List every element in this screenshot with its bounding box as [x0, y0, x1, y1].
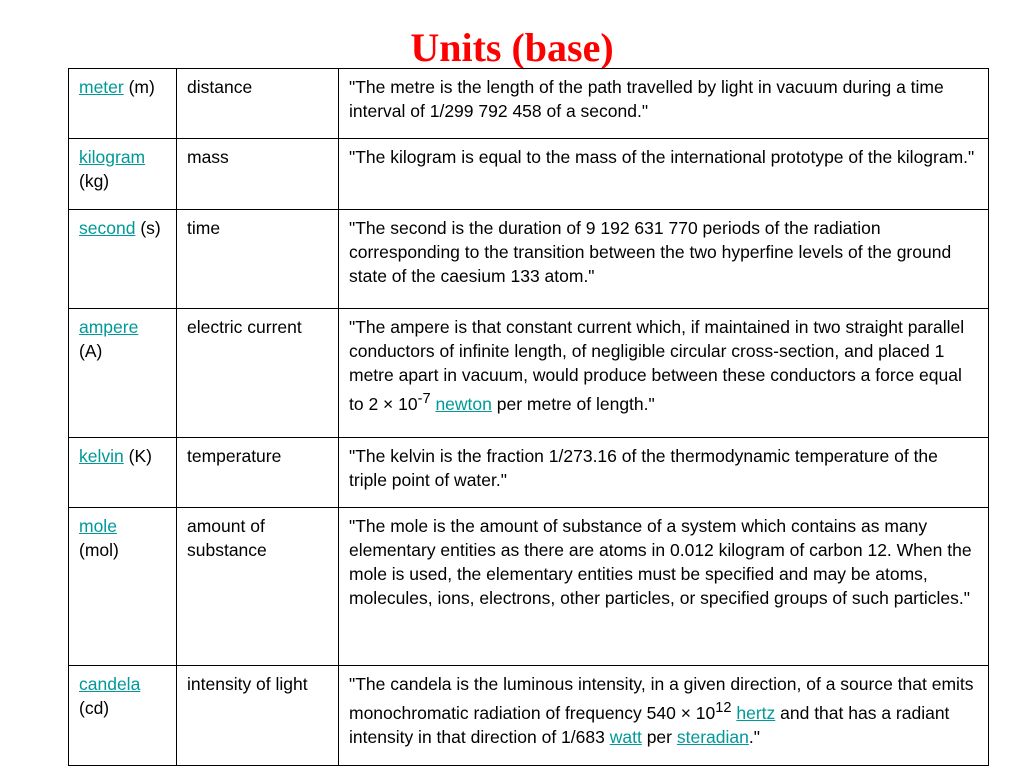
table-row — [69, 438, 989, 508]
definition-text: per metre of length." — [491, 393, 655, 414]
table-row — [69, 309, 989, 438]
definition-text: per — [641, 726, 677, 747]
exponent: 12 — [715, 700, 732, 716]
quantity-cell: intensity of light — [177, 666, 339, 766]
unit-symbol: (s) — [140, 218, 161, 238]
units-table — [68, 68, 989, 766]
unit-link-mole[interactable]: mole — [79, 516, 117, 536]
unit-link-meter[interactable]: meter — [79, 77, 124, 97]
unit-cell — [69, 210, 177, 309]
definition-cell — [339, 309, 989, 438]
unit-symbol: (mol) — [79, 540, 119, 560]
definition-text: "The ampere is that constant current which, if maintained in two straight parallel conductors of infinite length, of negligible circular cross-section, and placed 1 metre apart in vacuum, would produce between these conductors a force equal to 2 × 10 — [349, 317, 965, 414]
definition-cell: "The mole is the amount of substance of a system which contains as many elementary entities as there are atoms in 0.012 kilogram of carbon 12. When the mole is used, the elementary entities must be specified and may be atoms, molecules, ions, electrons, other particles, or specified groups of such particles." — [339, 508, 989, 666]
unit-symbol: (K) — [128, 446, 152, 466]
unit-link-candela[interactable]: candela — [79, 674, 141, 694]
page-title: Units (base) — [410, 25, 614, 70]
unit-cell — [69, 309, 177, 438]
steradian-link[interactable]: steradian — [676, 726, 749, 747]
unit-cell — [69, 508, 177, 666]
unit-symbol: (kg) — [79, 171, 110, 191]
watt-link[interactable]: watt — [609, 726, 642, 747]
quantity-cell: temperature — [177, 438, 339, 508]
definition-text: "The candela is the luminous intensity, in a given direction, of a source that emits monochromatic radiation of frequency 540 × 10 — [349, 674, 974, 723]
definition-cell — [339, 666, 989, 766]
unit-cell — [69, 438, 177, 508]
unit-cell — [69, 666, 177, 766]
unit-symbol: (cd) — [79, 698, 110, 718]
unit-link-kilogram[interactable]: kilogram — [79, 147, 146, 167]
table-row — [69, 210, 989, 309]
table-row — [69, 508, 989, 666]
definition-text: and that has a radiant intensity in that direction of 1/683 — [349, 702, 950, 747]
table-row — [69, 69, 989, 139]
unit-cell — [69, 69, 177, 139]
definition-cell: "The second is the duration of 9 192 631 770 periods of the radiation corresponding to the transition between the two hyperfine levels of the ground state of the caesium 133 atom." — [339, 210, 989, 309]
unit-link-ampere[interactable]: ampere — [79, 317, 139, 337]
quantity-cell: mass — [177, 139, 339, 210]
newton-link[interactable]: newton — [435, 393, 492, 414]
definition-cell: "The kilogram is equal to the mass of the international prototype of the kilogram." — [339, 139, 989, 210]
quantity-cell: electric current — [177, 309, 339, 438]
unit-cell — [69, 139, 177, 210]
table-row — [69, 139, 989, 210]
exponent: -7 — [417, 391, 431, 407]
unit-symbol: (m) — [128, 77, 155, 97]
definition-cell: "The kelvin is the fraction 1/273.16 of the thermodynamic temperature of the triple point of water." — [339, 438, 989, 508]
hertz-link[interactable]: hertz — [736, 702, 776, 723]
quantity-cell: time — [177, 210, 339, 309]
unit-link-second[interactable]: second — [79, 218, 136, 238]
table-row — [69, 666, 989, 766]
unit-symbol: (A) — [79, 341, 103, 361]
definition-cell: "The metre is the length of the path travelled by light in vacuum during a time interval of 1/299 792 458 of a second." — [339, 69, 989, 139]
unit-link-kelvin[interactable]: kelvin — [79, 446, 124, 466]
definition-text: ." — [748, 726, 760, 747]
quantity-cell: distance — [177, 69, 339, 139]
quantity-cell: amount of substance — [177, 508, 339, 666]
